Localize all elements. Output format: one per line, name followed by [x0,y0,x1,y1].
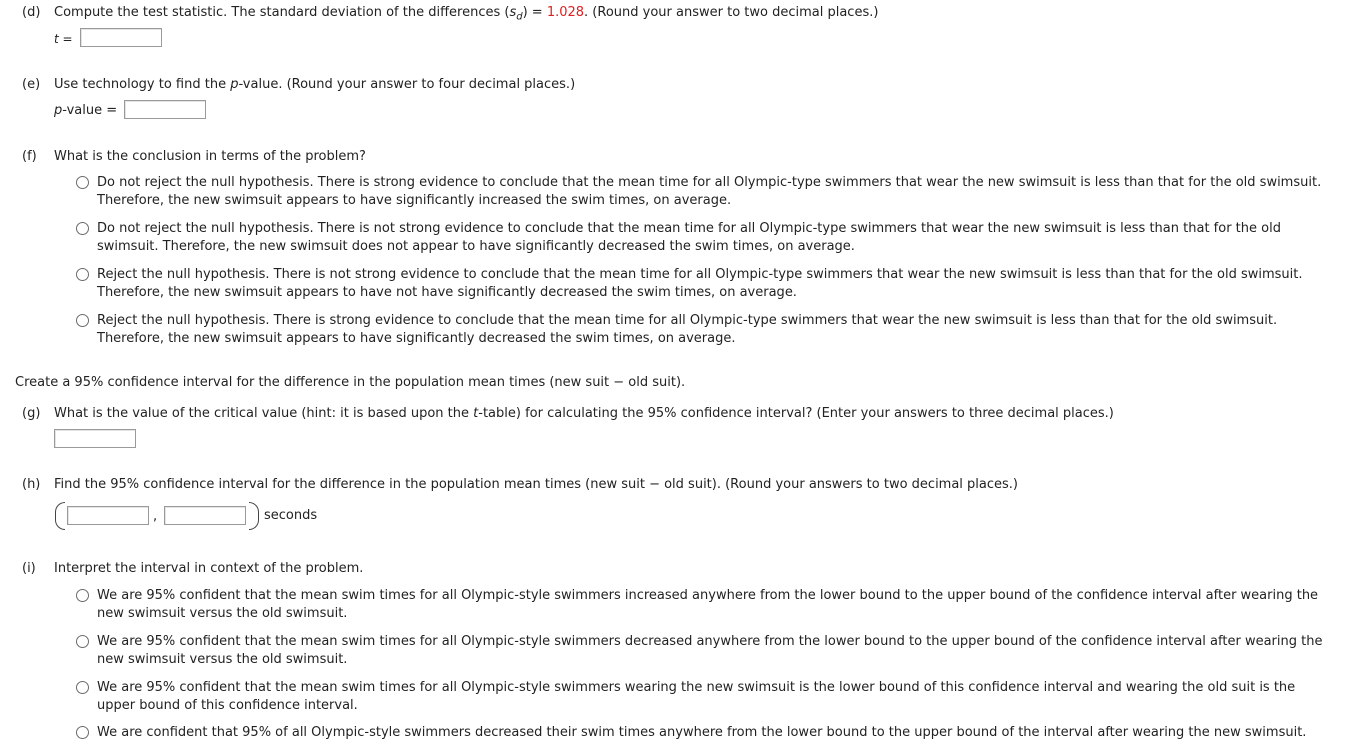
part-i-question: Interpret the interval in context of the problem. [54,561,364,576]
part-i-label: (i) [22,561,36,576]
sd-subscript: d [516,11,523,23]
ci-intro-text: Create a 95% confidence interval for the difference in the population mean times (new suit − old suit). [15,375,686,390]
sd-symbol: s [509,5,517,20]
radio-button[interactable] [76,635,89,648]
part-d-label: (d) [22,5,41,20]
option-line-2: swimsuit. Therefore, the new swimsuit does not appear to have significantly decreased the swim times, on average. [97,239,855,254]
radio-button[interactable] [76,222,89,235]
option-line-1: We are 95% confident that the mean swim times for all Olympic-style swimmers wearing the new swimsuit is the lower bound of this confidence interval and wearing the old suit is the [97,680,1296,695]
option-line-1: We are 95% confident that the mean swim times for all Olympic-style swimmers decreased anywhere from the lower bound to the upper bound of the confidence interval after wearing the [97,634,1323,649]
option-line-2: Therefore, the new swimsuit appears to have significantly decreased the swim times, on average. [97,331,736,346]
option-line-1: Reject the null hypothesis. There is not strong evidence to conclude that the mean time for all Olympic-type swimmers that wear the new swimsuit is less than that for the old swimsuit. [97,267,1303,282]
option-line-2: new swimsuit versus the old swimsuit. [97,652,348,667]
part-d-question [54,5,878,23]
t-statistic-input[interactable] [80,28,162,47]
left-parenthesis [55,502,65,530]
option-line-1: Do not reject the null hypothesis. There is strong evidence to conclude that the mean time for all Olympic-type swimmers that wear the new swimsuit is less than that for the old swimsuit. [97,175,1322,190]
part-d-text-eq: ) = [522,5,547,20]
sd-value: 1.028 [546,5,585,20]
p-value-input[interactable] [124,100,206,119]
option-line-2: Therefore, the new swimsuit appears to have not have significantly decreased the swim times, on average. [97,285,797,300]
p-symbol: p [230,77,239,92]
part-g-label: (g) [22,406,41,421]
part-e-question [54,77,575,92]
part-h-label: (h) [22,477,41,492]
p-label-rest: -value = [62,103,118,118]
t-input-label: t = [54,32,73,46]
critical-value-input[interactable] [54,429,136,448]
interval-unit: seconds [264,508,318,523]
option-line-2: upper bound of this confidence interval. [97,698,358,713]
radio-button[interactable] [76,268,89,281]
ci-lower-bound-input[interactable] [67,506,149,525]
interval-comma: , [153,509,158,524]
part-e-text-after: -value. (Round your answer to four decimal places.) [238,77,576,92]
right-parenthesis [249,502,259,530]
part-f-question: What is the conclusion in terms of the problem? [54,149,366,164]
part-g-question [54,406,1114,421]
part-e-text-before: Use technology to find the [54,77,231,92]
part-g-text-after: -table) for calculating the 95% confidence interval? (Enter your answers to three decimal places.) [478,406,1114,421]
option-line-1: We are confident that 95% of all Olympic-style swimmers decreased their swim times anywhere from the lower bound to the upper bound of the interval after wearing the new swimsuit. [97,725,1307,740]
part-d-text-after: . (Round your answer to two decimal places.) [584,5,879,20]
option-line-1: Do not reject the null hypothesis. There is not strong evidence to conclude that the mean time for all Olympic-type swimmers that wear the new swimsuit is less than that for the old [97,221,1281,236]
p-label-italic: p [54,103,63,118]
option-line-2: Therefore, the new swimsuit appears to have significantly increased the swim times, on average. [97,193,732,208]
part-e-label: (e) [22,77,41,92]
option-line-1: Reject the null hypothesis. There is strong evidence to conclude that the mean time for all Olympic-type swimmers that wear the new swimsuit is less than that for the old swimsuit. [97,313,1278,328]
option-line-1: We are 95% confident that the mean swim times for all Olympic-style swimmers increased anywhere from the lower bound to the upper bound of the confidence interval after wearing the [97,588,1319,603]
radio-button[interactable] [76,681,89,694]
radio-button[interactable] [76,589,89,602]
part-d-text-before: Compute the test statistic. The standard deviation of the differences ( [54,5,510,20]
part-g-text-before: What is the value of the critical value (hint: it is based upon the [54,406,474,421]
radio-button[interactable] [76,176,89,189]
part-h-question: Find the 95% confidence interval for the difference in the population mean times (new suit − old suit). (Round your answers to two decimal places.) [54,477,1019,492]
option-line-2: new swimsuit versus the old swimsuit. [97,606,348,621]
radio-button[interactable] [76,726,89,739]
p-value-input-label [54,103,117,118]
part-f-label: (f) [22,149,37,164]
t-symbol: t [473,406,479,421]
radio-button[interactable] [76,314,89,327]
ci-upper-bound-input[interactable] [164,506,246,525]
